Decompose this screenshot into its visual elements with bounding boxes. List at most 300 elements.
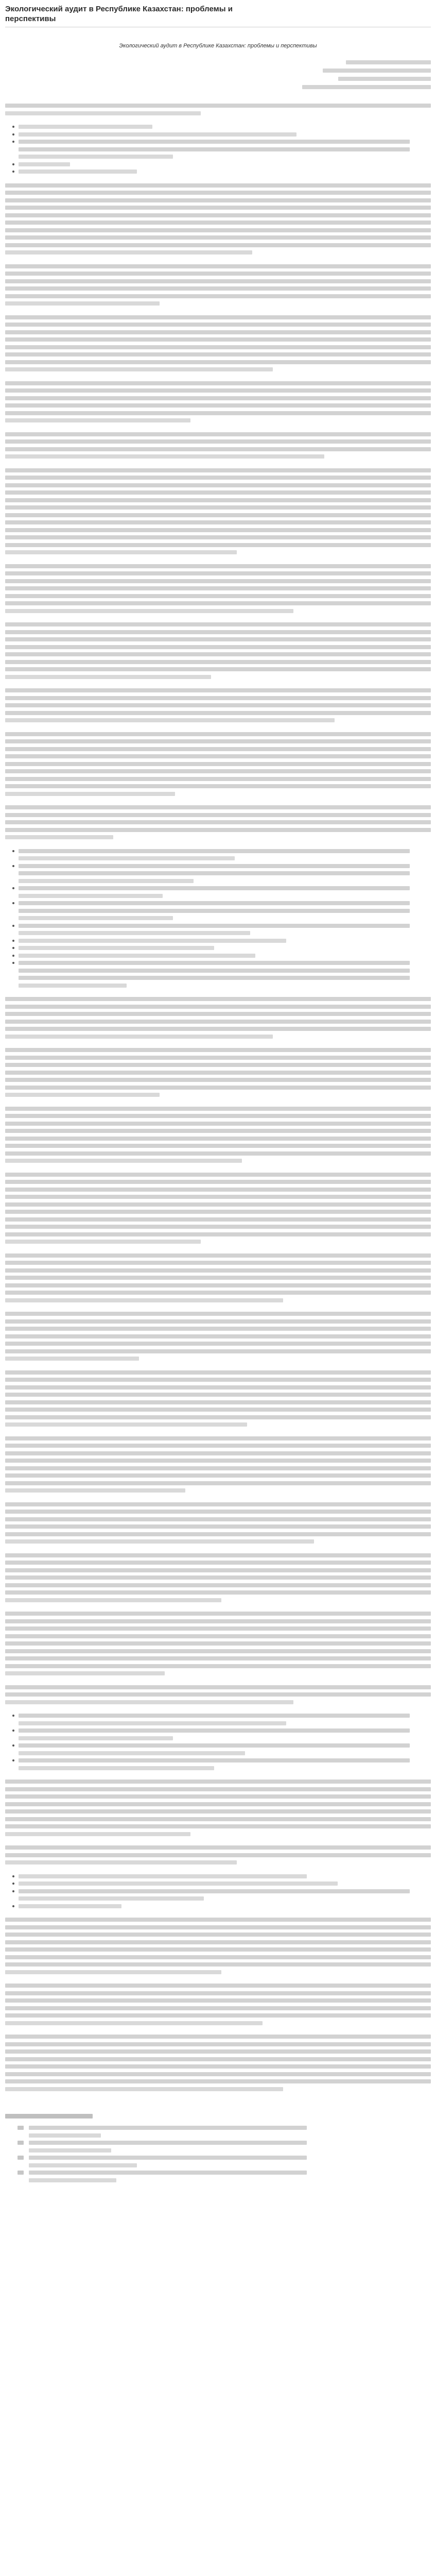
text-line-placeholder — [5, 250, 252, 255]
bullet-icon — [12, 947, 14, 949]
text-line-placeholder — [19, 894, 163, 898]
text-line-placeholder — [5, 1794, 431, 1799]
text-line-placeholder — [5, 1817, 431, 1821]
bullet-item — [12, 954, 431, 961]
text-line-placeholder — [5, 747, 431, 751]
text-line-placeholder — [5, 813, 431, 817]
bullet-icon — [12, 850, 14, 852]
text-line-placeholder — [5, 805, 431, 809]
paragraph — [5, 432, 431, 459]
bullet-icon — [12, 133, 14, 135]
text-line-placeholder — [5, 667, 431, 671]
text-line-placeholder — [19, 140, 410, 144]
text-line-placeholder — [5, 1832, 190, 1836]
bullet-item — [12, 886, 431, 901]
text-line-placeholder — [5, 1641, 431, 1646]
text-line-placeholder — [5, 754, 431, 758]
text-line-placeholder — [5, 1933, 431, 1937]
text-line-placeholder — [5, 403, 431, 408]
paragraph — [5, 1845, 431, 1865]
bullet-item — [12, 1904, 431, 1912]
bullet-icon — [12, 1883, 14, 1885]
text-line-placeholder — [5, 505, 431, 510]
text-line-placeholder — [5, 1671, 165, 1675]
text-line-placeholder — [5, 1276, 431, 1280]
text-line-placeholder — [5, 388, 431, 393]
text-line-placeholder — [5, 1970, 221, 1974]
text-line-placeholder — [5, 645, 431, 649]
text-line-placeholder — [5, 1984, 431, 1988]
bullet-icon — [12, 887, 14, 889]
text-line-placeholder — [5, 2079, 431, 2083]
text-line-placeholder — [5, 1991, 431, 1995]
text-line-placeholder — [5, 2013, 431, 2018]
reference-number-placeholder — [18, 2156, 24, 2160]
text-line-placeholder — [19, 132, 297, 137]
text-line-placeholder — [5, 1940, 431, 1944]
text-line-placeholder — [5, 396, 431, 400]
text-line-placeholder — [5, 1809, 431, 1814]
text-line-placeholder — [5, 490, 431, 495]
text-line-placeholder — [5, 432, 431, 436]
text-line-placeholder — [5, 543, 431, 547]
text-line-placeholder — [5, 1056, 431, 1060]
text-line-placeholder — [5, 1122, 431, 1126]
text-line-placeholder — [5, 1780, 431, 1784]
text-line-placeholder — [5, 586, 431, 590]
text-line-placeholder — [5, 1502, 431, 1506]
bullet-icon — [12, 865, 14, 867]
text-line-placeholder — [19, 939, 286, 943]
author-line-placeholder — [323, 69, 431, 73]
author-block — [276, 60, 431, 89]
paragraph — [5, 1048, 431, 1097]
reference-item — [18, 2171, 431, 2185]
paragraph — [5, 468, 431, 555]
text-line-placeholder — [5, 2072, 431, 2076]
bullet-icon — [12, 1875, 14, 1877]
paragraph — [5, 1107, 431, 1163]
text-line-placeholder — [5, 337, 431, 342]
text-line-placeholder — [5, 1692, 431, 1697]
text-line-placeholder — [29, 2156, 307, 2160]
paragraph — [5, 564, 431, 613]
bullet-icon — [12, 171, 14, 173]
text-line-placeholder — [5, 468, 431, 472]
bullet-icon — [12, 1759, 14, 1761]
text-line-placeholder — [19, 162, 70, 166]
text-line-placeholder — [19, 147, 410, 151]
text-line-placeholder — [5, 498, 431, 502]
text-line-placeholder — [5, 1137, 431, 1141]
text-line-placeholder — [29, 2163, 137, 2167]
text-line-placeholder — [5, 381, 431, 385]
text-line-placeholder — [19, 946, 214, 950]
text-line-placeholder — [19, 125, 152, 129]
bullet-item — [12, 1882, 431, 1889]
text-line-placeholder — [5, 1444, 431, 1448]
text-line-placeholder — [5, 696, 431, 700]
paragraph — [5, 104, 431, 115]
text-line-placeholder — [19, 1721, 286, 1725]
bullet-icon — [12, 955, 14, 957]
text-line-placeholder — [5, 550, 237, 554]
text-line-placeholder — [19, 879, 194, 883]
paragraph — [5, 688, 431, 722]
paragraph — [5, 1685, 431, 1704]
bullet-item — [12, 961, 431, 991]
text-line-placeholder — [5, 243, 431, 247]
text-line-placeholder — [5, 360, 431, 364]
text-line-placeholder — [5, 1656, 431, 1660]
text-line-placeholder — [5, 367, 273, 371]
text-line-placeholder — [5, 315, 431, 319]
text-line-placeholder — [19, 931, 250, 935]
article-body — [5, 104, 431, 2100]
text-line-placeholder — [5, 1998, 431, 2003]
text-line-placeholder — [5, 411, 431, 415]
text-line-placeholder — [5, 454, 324, 459]
text-line-placeholder — [19, 901, 410, 905]
text-line-placeholder — [5, 1173, 431, 1177]
text-line-placeholder — [5, 1583, 431, 1587]
text-line-placeholder — [19, 1728, 410, 1733]
author-line-placeholder — [338, 77, 431, 81]
text-line-placeholder — [5, 1327, 431, 1331]
text-line-placeholder — [5, 997, 431, 1001]
text-line-placeholder — [5, 1370, 431, 1375]
text-line-placeholder — [5, 1385, 431, 1389]
text-line-placeholder — [5, 1114, 431, 1118]
text-line-placeholder — [19, 170, 137, 174]
paragraph — [5, 997, 431, 1039]
text-line-placeholder — [5, 1422, 247, 1427]
text-line-placeholder — [5, 1232, 431, 1236]
text-line-placeholder — [29, 2141, 307, 2145]
bullet-icon — [12, 1730, 14, 1732]
references-heading-placeholder — [5, 2114, 93, 2119]
text-line-placeholder — [19, 1874, 307, 1878]
bullet-icon — [12, 902, 14, 904]
text-line-placeholder — [5, 2057, 431, 2061]
reference-item — [18, 2141, 431, 2156]
text-line-placeholder — [5, 1319, 431, 1324]
paragraph — [5, 1612, 431, 1675]
text-line-placeholder — [5, 828, 431, 832]
article-title: Экологический аудит в Республике Казахстан: проблемы и перспективы — [5, 5, 233, 23]
text-line-placeholder — [19, 984, 127, 988]
text-line-placeholder — [5, 1188, 431, 1192]
text-line-placeholder — [5, 1078, 431, 1082]
bullet-list — [12, 1874, 431, 1912]
bullet-item — [12, 1758, 431, 1773]
paragraph — [5, 1173, 431, 1244]
text-line-placeholder — [5, 1071, 431, 1075]
text-line-placeholder — [29, 2126, 307, 2130]
bullet-item — [12, 924, 431, 939]
text-line-placeholder — [5, 1020, 431, 1024]
paragraph — [5, 1918, 431, 1974]
text-line-placeholder — [5, 1626, 431, 1631]
text-line-placeholder — [5, 1349, 431, 1353]
text-line-placeholder — [5, 1481, 431, 1485]
bullet-icon — [12, 1744, 14, 1747]
text-line-placeholder — [5, 630, 431, 634]
text-line-placeholder — [5, 1488, 185, 1493]
text-line-placeholder — [5, 711, 431, 715]
text-line-placeholder — [5, 594, 431, 598]
text-line-placeholder — [5, 1845, 431, 1850]
text-line-placeholder — [5, 660, 431, 664]
text-line-placeholder — [5, 792, 175, 796]
text-line-placeholder — [5, 1510, 431, 1514]
text-line-placeholder — [5, 483, 431, 487]
text-line-placeholder — [19, 954, 255, 958]
reference-number-placeholder — [18, 2171, 24, 2175]
text-line-placeholder — [19, 871, 410, 875]
bullet-item — [12, 1728, 431, 1743]
reference-item — [18, 2156, 431, 2171]
text-line-placeholder — [5, 513, 431, 517]
text-line-placeholder — [19, 924, 410, 928]
text-line-placeholder — [5, 1451, 431, 1455]
text-line-placeholder — [19, 864, 410, 868]
text-line-placeholder — [5, 1590, 431, 1595]
text-line-placeholder — [5, 835, 113, 839]
text-line-placeholder — [5, 1553, 431, 1557]
text-line-placeholder — [5, 1473, 431, 1478]
text-line-placeholder — [5, 1619, 431, 1623]
bullet-list — [12, 125, 431, 177]
text-line-placeholder — [5, 439, 431, 444]
text-line-placeholder — [19, 155, 173, 159]
bullet-item — [12, 1889, 431, 1904]
paragraph — [5, 1502, 431, 1544]
text-line-placeholder — [5, 1787, 431, 1791]
text-line-placeholder — [5, 286, 431, 291]
text-line-placeholder — [5, 294, 431, 298]
text-line-placeholder — [5, 1012, 431, 1016]
text-line-placeholder — [5, 1400, 431, 1404]
text-line-placeholder — [5, 1962, 431, 1967]
title-block — [5, 0, 431, 27]
text-line-placeholder — [5, 1466, 431, 1470]
bullet-icon — [12, 163, 14, 165]
paragraph — [5, 1553, 431, 1602]
text-line-placeholder — [19, 1743, 410, 1748]
text-line-placeholder — [5, 1634, 431, 1638]
text-line-placeholder — [29, 2148, 111, 2153]
bullet-list — [12, 849, 431, 991]
text-line-placeholder — [5, 579, 431, 583]
text-line-placeholder — [5, 352, 431, 357]
text-line-placeholder — [19, 976, 410, 980]
text-line-placeholder — [5, 1685, 431, 1689]
text-line-placeholder — [5, 688, 431, 692]
bullet-icon — [12, 141, 14, 143]
text-line-placeholder — [5, 1027, 431, 1031]
paragraph — [5, 1436, 431, 1493]
text-line-placeholder — [5, 1561, 431, 1565]
subtitle-block — [5, 41, 431, 50]
text-line-placeholder — [5, 235, 431, 240]
text-line-placeholder — [5, 564, 431, 568]
text-line-placeholder — [5, 279, 431, 283]
text-line-placeholder — [5, 2021, 263, 2025]
text-line-placeholder — [5, 198, 431, 202]
text-line-placeholder — [5, 2006, 431, 2010]
text-line-placeholder — [5, 769, 431, 773]
bullet-icon — [12, 962, 14, 964]
text-line-placeholder — [5, 637, 431, 641]
paragraph — [5, 1253, 431, 1302]
text-line-placeholder — [5, 1312, 431, 1316]
references-section — [5, 2114, 431, 2185]
text-line-placeholder — [5, 2035, 431, 2039]
text-line-placeholder — [5, 1918, 431, 1922]
text-line-placeholder — [5, 301, 160, 306]
text-line-placeholder — [5, 535, 431, 539]
text-line-placeholder — [5, 213, 431, 217]
bullet-item — [12, 1874, 431, 1882]
paragraph — [5, 622, 431, 679]
text-line-placeholder — [5, 1524, 431, 1529]
text-line-placeholder — [5, 1532, 431, 1536]
bullet-list — [12, 1714, 431, 1773]
text-line-placeholder — [19, 1882, 338, 1886]
text-line-placeholder — [19, 1889, 410, 1893]
text-line-placeholder — [5, 1955, 431, 1959]
text-line-placeholder — [19, 916, 173, 920]
text-line-placeholder — [5, 1144, 431, 1148]
text-line-placeholder — [5, 272, 431, 276]
text-line-placeholder — [5, 1210, 431, 1214]
bullet-item — [12, 939, 431, 946]
text-line-placeholder — [5, 1217, 431, 1222]
paragraph — [5, 805, 431, 839]
text-line-placeholder — [29, 2178, 116, 2182]
text-line-placeholder — [5, 762, 431, 766]
text-line-placeholder — [5, 1378, 431, 1382]
text-line-placeholder — [5, 1459, 431, 1463]
text-line-placeholder — [29, 2171, 307, 2175]
bullet-item — [12, 1743, 431, 1758]
bullet-item — [12, 864, 431, 887]
text-line-placeholder — [5, 1107, 431, 1111]
text-line-placeholder — [5, 1612, 431, 1616]
text-line-placeholder — [5, 1393, 431, 1397]
text-line-placeholder — [5, 1408, 431, 1412]
text-line-placeholder — [5, 1568, 431, 1572]
text-line-placeholder — [5, 1159, 242, 1163]
text-line-placeholder — [5, 183, 431, 188]
text-line-placeholder — [5, 820, 431, 824]
text-line-placeholder — [19, 856, 235, 860]
text-line-placeholder — [5, 1240, 201, 1244]
text-line-placeholder — [5, 1093, 160, 1097]
text-line-placeholder — [5, 1005, 431, 1009]
reference-number-placeholder — [18, 2126, 24, 2130]
text-line-placeholder — [5, 1357, 139, 1361]
text-line-placeholder — [5, 1802, 431, 1806]
text-line-placeholder — [5, 528, 431, 532]
text-line-placeholder — [19, 909, 410, 913]
author-line-placeholder — [346, 60, 431, 64]
bullet-item — [12, 140, 431, 162]
text-line-placeholder — [5, 1129, 431, 1133]
paragraph — [5, 183, 431, 255]
bullet-item — [12, 946, 431, 954]
text-line-placeholder — [5, 1048, 431, 1052]
text-line-placeholder — [5, 1202, 431, 1207]
text-line-placeholder — [19, 1736, 173, 1740]
text-line-placeholder — [5, 1853, 431, 1857]
bullet-icon — [12, 1905, 14, 1907]
bullet-icon — [12, 940, 14, 942]
text-line-placeholder — [19, 1714, 410, 1718]
text-line-placeholder — [5, 191, 431, 195]
bullet-icon — [12, 925, 14, 927]
text-line-placeholder — [19, 1766, 214, 1770]
text-line-placeholder — [5, 1925, 431, 1929]
text-line-placeholder — [5, 571, 431, 575]
text-line-placeholder — [5, 1283, 431, 1287]
reference-number-placeholder — [18, 2141, 24, 2145]
text-line-placeholder — [5, 104, 431, 108]
paragraph — [5, 1370, 431, 1427]
text-line-placeholder — [5, 206, 431, 210]
bullet-icon — [12, 1715, 14, 1717]
text-line-placeholder — [5, 520, 431, 524]
text-line-placeholder — [19, 1904, 121, 1908]
text-line-placeholder — [19, 961, 410, 965]
text-line-placeholder — [5, 1151, 431, 1156]
bullet-item — [12, 125, 431, 132]
text-line-placeholder — [5, 418, 190, 422]
paragraph — [5, 1312, 431, 1361]
text-line-placeholder — [5, 718, 335, 722]
bullet-item — [12, 1714, 431, 1728]
text-line-placeholder — [5, 1824, 431, 1828]
reference-item — [18, 2126, 431, 2141]
text-line-placeholder — [5, 1860, 237, 1865]
text-line-placeholder — [5, 1086, 431, 1090]
text-line-placeholder — [5, 1664, 431, 1668]
text-line-placeholder — [5, 1700, 293, 1704]
text-line-placeholder — [5, 601, 431, 605]
text-line-placeholder — [5, 1298, 283, 1302]
text-line-placeholder — [5, 228, 431, 232]
text-line-placeholder — [5, 1225, 431, 1229]
text-line-placeholder — [5, 739, 431, 743]
bullet-icon — [12, 1890, 14, 1892]
text-line-placeholder — [5, 732, 431, 736]
text-line-placeholder — [19, 1751, 245, 1755]
paragraph — [5, 1984, 431, 2025]
text-line-placeholder — [5, 1291, 431, 1295]
article-subtitle: Экологический аудит в Республике Казахстан: проблемы и перспективы — [119, 43, 317, 49]
text-line-placeholder — [5, 345, 431, 349]
text-line-placeholder — [5, 1575, 431, 1580]
text-line-placeholder — [5, 1436, 431, 1440]
text-line-placeholder — [5, 1268, 431, 1273]
bullet-item — [12, 170, 431, 177]
bullet-item — [12, 132, 431, 140]
text-line-placeholder — [5, 609, 293, 613]
text-line-placeholder — [5, 1342, 431, 1346]
text-line-placeholder — [5, 675, 211, 679]
text-line-placeholder — [19, 969, 410, 973]
